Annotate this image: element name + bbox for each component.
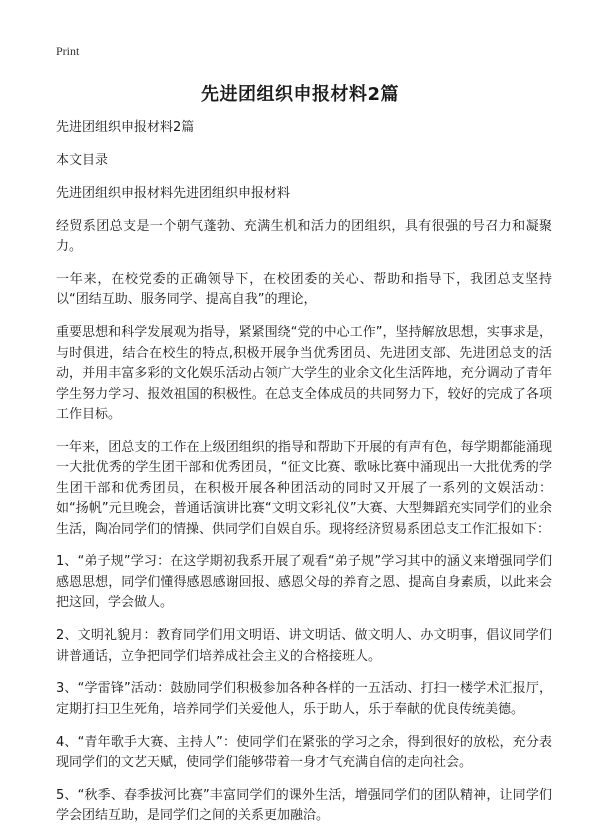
paragraph-year-leadership: 一年来，在校党委的正确领导下，在校团委的关心、帮助和指导下，我团总支坚持以“团结互助、服务同学、提高自我”的理论， [56, 272, 552, 308]
list-item-2: 2、文明礼貌月：教育同学们用文明语、讲文明话、做文明人、办文明事，倡议同学们讲普通话，立争把同学们培养成社会主义的合格接班人。 [56, 628, 552, 664]
document-title: 先进团组织申报材料2篇 [200, 84, 400, 105]
document-body [56, 118, 552, 839]
toc-heading: 本文目录 [56, 152, 109, 168]
document-subtitle: 先进团组织申报材料2篇 [56, 120, 195, 135]
list-item-4: 4、“青年歌手大赛、主持人”：使同学们在紧张的学习之余，得到很好的放松，充分表现同学们的文艺天赋，使同学们能够带着一身才气充满自信的走向社会。 [56, 734, 552, 771]
list-item-5: 5、“秋季、春季拔河比赛”丰富同学们的课外生活，增强同学们的团队精神，让同学们学会团结互助，是同学们之间的关系更加融洽。 [56, 788, 552, 824]
list-item-3: 3、“学雷锋”活动：鼓励同学们积极参加各种各样的一五活动、打扫一楼学术汇报厅，定期打扫卫生死角，培养同学们关爱他人，乐于助人，乐于奉献的优良传统美德。 [56, 681, 552, 717]
paragraph-intro: 经贸系团总支是一个朝气蓬勃、充满生机和活力的团组织，具有很强的号召力和凝聚力。 [56, 218, 552, 255]
paragraph-guiding-ideology: 重要思想和科学发展观为指导，紧紧围绕“党的中心工作”，坚持解放思想，实事求是，与时俱进，结合在校生的特点,积极开展争当优秀团员、先进团支部、先进团总支的活动，并用丰富多彩的文化娱乐活动占领广大学生的业余文化生活阵地，充分调动了青年学生努力学习、报效祖国的积极性。在总支全体成员的共同努力下，较好的完成了各项工作目标。 [56, 325, 552, 422]
toc-item: 先进团组织申报材料先进团组织申报材料 [56, 185, 291, 201]
paragraph-year-activities: 一年来，团总支的工作在上级团组织的指导和帮助下开展的有声有色，每学期都能涌现一大批优秀的学生团干部和优秀团员，“征文比赛、歌咏比赛中涌现出一大批优秀的学生团干部和优秀团员，在积极开展各种团活动的同时又开展了一系列的文娱活动：如“扬帆”元旦晚会，普通话演讲比赛“文明文彩礼仪”大赛、大型舞蹈充实同学们的业余生活，陶冶同学们的情操、供同学们自娱自乐。现将经济贸易系团总支工作汇报如下： [56, 439, 552, 537]
list-item-1: 1、“弟子规”学习：在这学期初我系开展了观看“弟子规”学习其中的涵义来增强同学们感恩思想，同学们懂得感恩感谢回报、感恩父母的养育之恩、提高自身素质，以此来会把这回，学会做人。 [56, 554, 552, 611]
print-link[interactable]: Print [56, 44, 80, 58]
